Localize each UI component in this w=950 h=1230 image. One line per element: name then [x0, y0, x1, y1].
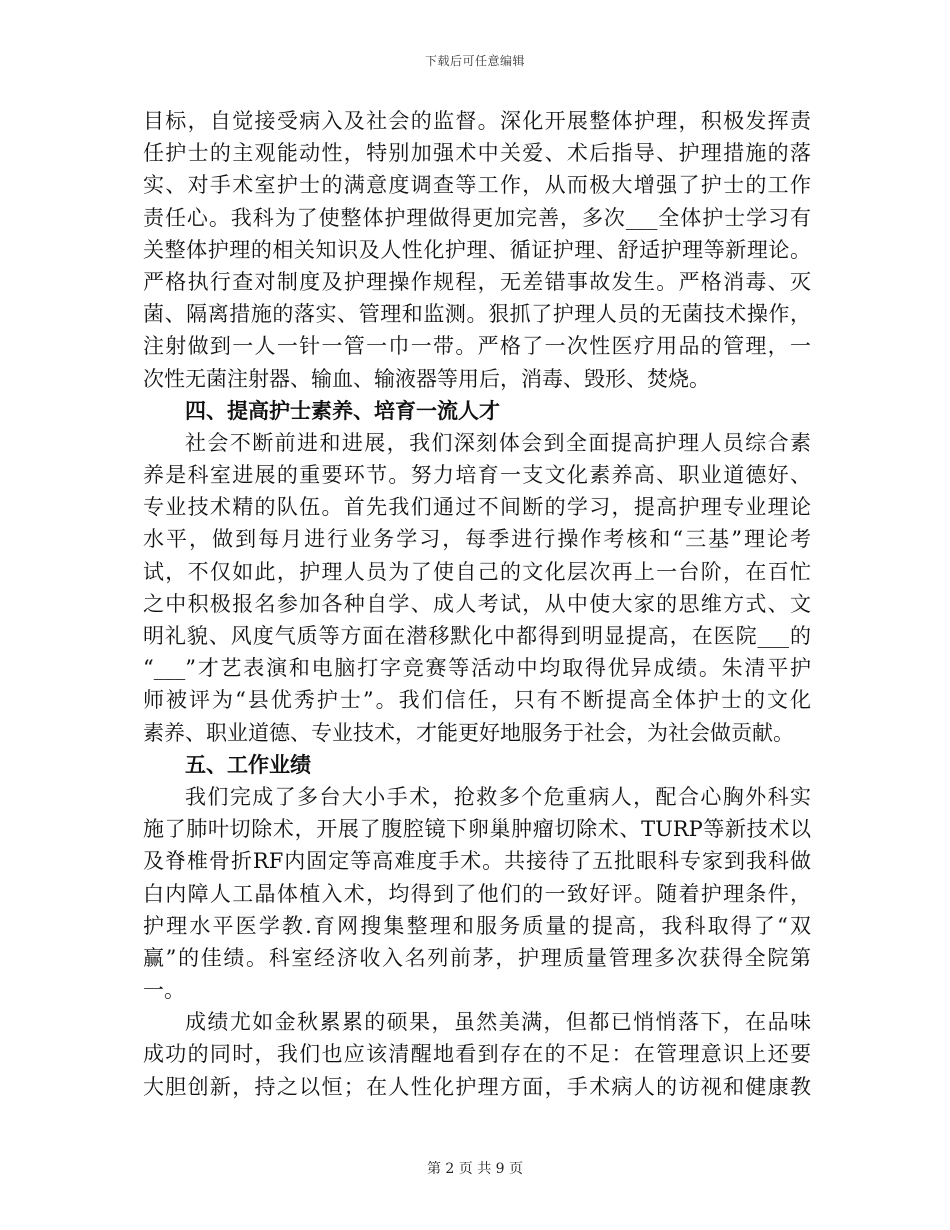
text-line: 菌、隔离措施的落实、管理和监测。狠抓了护理人员的无菌技术操作， — [143, 302, 811, 327]
paragraph-section-4 — [143, 427, 811, 749]
text-line: 实、对手术室护士的满意度调查等工作，从而极大增强了护士的工作 — [143, 173, 811, 198]
text-line: 养是科室进展的重要环节。努力培育一支文化素养高、职业道德好、 — [143, 463, 811, 488]
section-heading-5: 五、工作业绩 — [185, 751, 311, 777]
text-line: 任护士的主观能动性，特别加强术中关爱、术后指导、护理措施的落 — [143, 141, 811, 166]
text-line: “___”才艺表演和电脑打字竞赛等活动中均取得优异成绩。朱清平护 — [143, 656, 811, 681]
text-line: 我们完成了多台大小手术，抢救多个危重病人，配合心胸外科实 — [185, 784, 811, 809]
text-line: 赢”的佳绩。科室经济收入名列前茅，护理质量管理多次获得全院第 — [143, 945, 811, 970]
text-line: 严格执行查对制度及护理操作规程，无差错事故发生。严格消毒、灭 — [143, 269, 811, 294]
text-line: 师被评为“县优秀护士”。我们信任，只有不断提高全体护士的文化 — [143, 688, 811, 713]
text-line: 试，不仅如此，护理人员为了使自己的文化层次再上一台阶，在百忙 — [143, 559, 811, 584]
text-line: 成功的同时，我们也应该清醒地看到存在的不足：在管理意识上还要 — [143, 1042, 811, 1067]
text-line: 关整体护理的相关知识及人性化护理、循证护理、舒适护理等新理论。 — [143, 237, 811, 262]
text-line: 注射做到一人一针一管一巾一带。严格了一次性医疗用品的管理，一 — [143, 334, 811, 359]
text-line: 一。 — [143, 978, 185, 1003]
text-line: 明礼貌、风度气质等方面在潜移默化中都得到明显提高，在医院___的 — [143, 624, 811, 648]
text-line: 成绩尤如金秋累累的硕果，虽然美满，但都已悄悄落下，在品味 — [185, 1010, 811, 1035]
paragraph-section-5 — [143, 781, 811, 1006]
text-line: 护理水平医学教.育网搜集整理和服务质量的提高，我科取得了“双 — [143, 913, 811, 938]
text-line: 责任心。我科为了使整体护理做得更加完善，多次___全体护士学习有 — [143, 205, 811, 230]
paragraph-continuation — [143, 105, 811, 395]
text-line: 及脊椎骨折RF内固定等高难度手术。共接待了五批眼科专家到我科做 — [143, 849, 811, 874]
text-line: 素养、职业道德、专业技术，才能更好地服务于社会，为社会做贡献。 — [143, 720, 794, 745]
text-line: 次性无菌注射器、输血、输液器等用后，消毒、毁形、焚烧。 — [143, 366, 710, 391]
text-line: 专业技术精的队伍。首先我们通过不间断的学习，提高护理专业理论 — [143, 495, 811, 520]
page-header: 下载后可任意编辑 — [424, 54, 525, 68]
document-body — [143, 105, 811, 1103]
text-line: 水平，做到每月进行业务学习，每季进行操作考核和“三基”理论考 — [143, 527, 811, 552]
text-line: 大胆创新，持之以恒；在人性化护理方面，手术病人的访视和健康教 — [143, 1074, 811, 1099]
text-line: 施了肺叶切除术，开展了腹腔镜下卵巢肿瘤切除术、TURP等新技术以 — [143, 817, 811, 842]
text-line: 社会不断前进和进展，我们深刻体会到全面提高护理人员综合素 — [185, 430, 811, 455]
text-line: 白内障人工晶体植入术，均得到了他们的一致好评。随着护理条件， — [143, 881, 811, 906]
paragraph-conclusion — [143, 1006, 811, 1103]
page-number-footer: 第 2 页 共 9 页 — [426, 1161, 524, 1177]
text-line: 之中积极报名参加各种自学、成人考试，从中使大家的思维方式、文 — [143, 591, 811, 616]
section-heading-4: 四、提高护士素养、培育一流人才 — [185, 397, 500, 423]
text-line: 目标，自觉接受病入及社会的监督。深化开展整体护理，积极发挥责 — [143, 109, 811, 133]
